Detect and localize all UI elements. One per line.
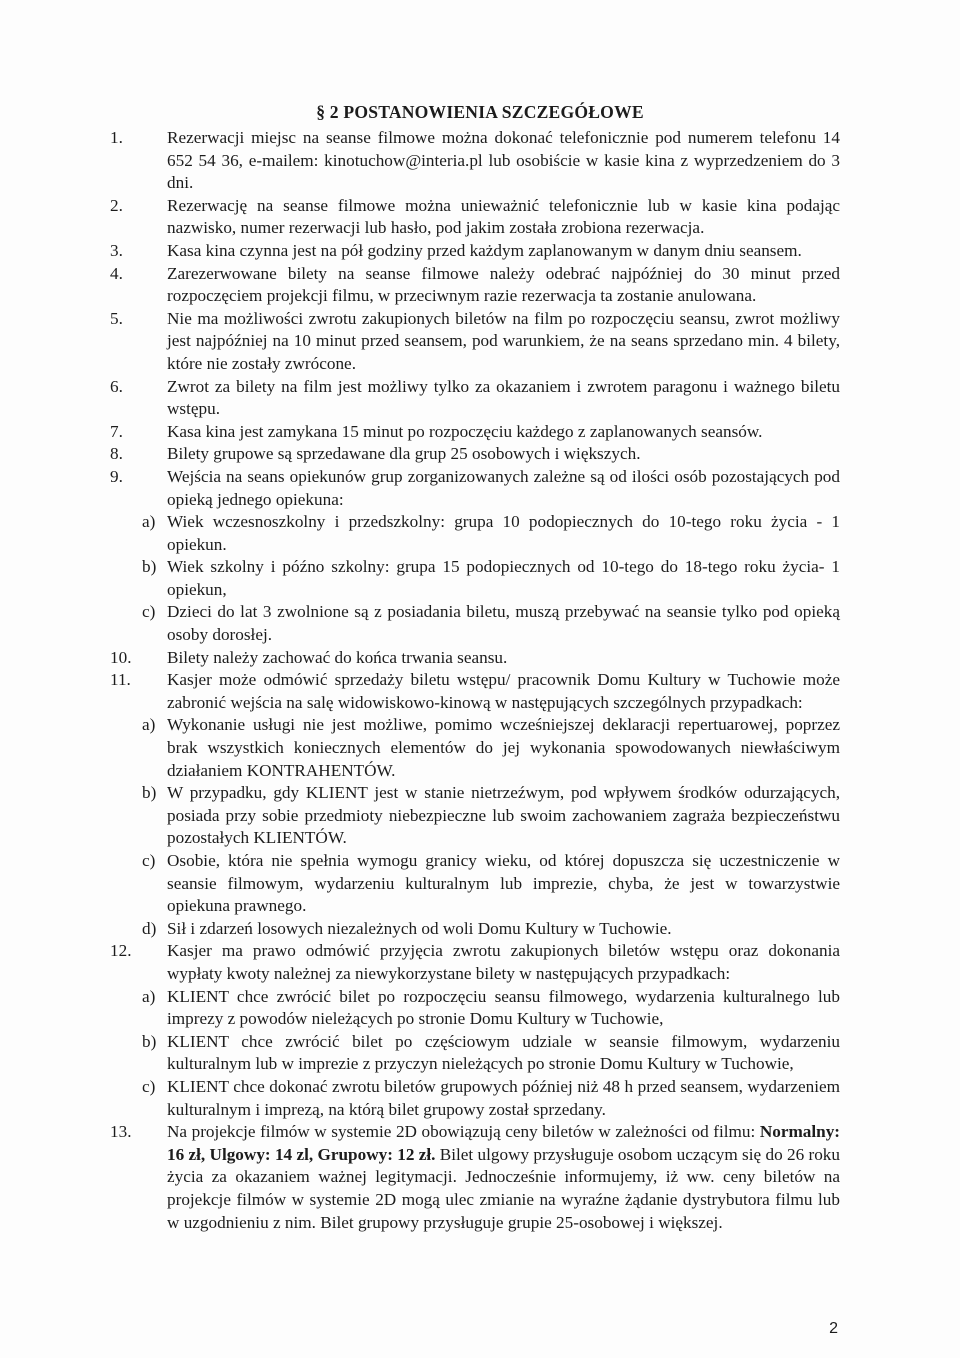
sub-item-text: Wiek szkolny i późno szkolny: grupa 15 podopiecznych od 10-tego do 18-tego roku życia- 1 opiekun, (167, 557, 840, 599)
item-text: Kasa kina jest zamykana 15 minut po rozpoczęciu każdego z zaplanowanych seansów. (167, 421, 763, 441)
list-item (110, 647, 840, 670)
item-text: Rezerwacji miejsc na seanse filmowe można dokonać telefonicznie pod numerem telefonu 14 652 54 36, e-mailem: kinotuchow@interia.pl lub osobiście w kasie kina z wyprzedzeniem do 3 dni. (167, 128, 840, 193)
list-item (110, 466, 840, 511)
sub-item-text: Osobie, która nie spełnia wymogu granicy wieku, od której dopuszcza się uczestniczenie w seansie filmowym, wydarzeniu kulturalnym lub imprezie, chyba, że jest w towarzystwie opiekuna prawnego. (167, 851, 840, 916)
section-title: § 2 POSTANOWIENIA SZCZEGÓŁOWE (316, 102, 644, 122)
item-text (167, 1121, 840, 1234)
sub-item-letter: d) (142, 918, 157, 938)
item-number: 1. (110, 128, 123, 147)
sub-item (110, 601, 840, 646)
item-number: 2. (110, 195, 123, 215)
list-item (110, 1121, 840, 1234)
item-number: 9. (110, 466, 123, 486)
sub-item-text: Wiek wczesnoszkolny i przedszkolny: grupa 10 podopiecznych do 10-tego roku życia - 1 opiekun. (167, 512, 840, 554)
sub-item (110, 1076, 840, 1121)
item-number: 7. (110, 421, 123, 441)
prices-intro: Na projekcje filmów w systemie 2D obowiązują ceny biletów w zależności od filmu: (167, 1122, 756, 1142)
sub-item-letter: c) (142, 851, 156, 870)
item-text: Rezerwację na seanse filmowe można unieważnić telefonicznie lub w kasie kina podając nazwisko, numer rezerwacji lub hasło, pod jakim została zrobiona rezerwacja. (167, 195, 840, 238)
sub-item-letter: a) (142, 715, 156, 735)
list-item (110, 421, 840, 444)
item-text: Kasjer może odmówić sprzedaży biletu wstępu/ pracownik Domu Kultury w Tuchowie może zabronić wejścia na salę widowiskowo-kinową w następujących szczególnych przypadkach: (167, 670, 840, 712)
sub-item (110, 918, 840, 941)
list-item (110, 376, 840, 421)
page-number: 2 (829, 1320, 838, 1337)
item-number: 13. (110, 1122, 132, 1142)
item-text: Wejścia na seans opiekunów grup zorganizowanych zależne są od ilości osób pozostających pod opieką jednego opiekuna: (167, 466, 840, 509)
sub-item-letter: c) (142, 1076, 156, 1096)
sub-item-letter: a) (142, 986, 156, 1006)
sub-item-text: KLIENT chce dokonać zwrotu biletów grupowych później niż 48 h przed seansem, wydarzeniem kulturalnym i imprezą, na którą bilet grupowy został sprzedany. (167, 1076, 840, 1119)
prices-details: Bilet ulgowy przysługuje osobom uczącym się do 26 roku życia za okazaniem ważnej legitymacji. Jednocześnie informujemy, iż ww. ceny biletów na projekcje filmów w systemie 2D mogą ulec zmianie na wyraźne żądanie dystrybutora filmu lub w uzgodnieniu z nim. Bilet grupowy przysługuje grupie 25-osobowej i większej. (167, 1144, 840, 1232)
list-item (110, 308, 840, 376)
list-item (110, 669, 840, 714)
sub-item-text: Wykonanie usługi nie jest możliwe, pomimo wcześniejszej deklaracji repertuarowej, poprzez brak wszystkich koniecznych elementów do jej wykonania spowodowanych niewłaściwym działaniem KONTRAHENTÓW. (167, 715, 840, 780)
sub-item (110, 511, 840, 556)
sub-item-text: KLIENT chce zwrócić bilet po rozpoczęciu seansu filmowego, wydarzenia kulturalnego lub imprezy z powodów nieleżących po stronie Domu Kultury w Tuchowie, (167, 986, 840, 1029)
regulations-list (110, 127, 840, 1234)
sub-item-letter: b) (142, 557, 157, 577)
item-number: 6. (110, 376, 123, 396)
sub-item-text: W przypadku, gdy KLIENT jest w stanie nietrzeźwym, pod wpływem środków odurzających, posiada przy sobie przedmioty niebezpieczne lub swoim zachowaniem zagraża bezpieczeństwu pozostałych KLIENTÓW. (167, 783, 840, 848)
item-number: 5. (110, 308, 123, 328)
list-item (110, 240, 840, 263)
item-number: 4. (110, 263, 123, 283)
item-number: 3. (110, 240, 123, 260)
sub-item-letter: c) (142, 602, 156, 622)
sub-item-letter: b) (142, 783, 157, 803)
ticket-prices: Normalny: 16 zł, Ulgowy: 14 zl, Grupowy: 12 zł. (167, 1122, 841, 1164)
item-number: 8. (110, 444, 123, 464)
sub-item-text: Dzieci do lat 3 zwolnione są z posiadania biletu, muszą przebywać na seansie tylko pod opieką osoby dorosłej. (167, 602, 840, 645)
sub-item (110, 556, 840, 601)
item-text: Nie ma możliwości zwrotu zakupionych biletów na film po rozpoczęciu seansu, zwrot możliwy jest najpóźniej na 10 minut przed seansem, pod warunkiem, że na seans sprzedano min. 4 bilety, które nie zostały zwrócone. (167, 308, 840, 373)
list-item (110, 263, 840, 308)
item-text: Kasa kina czynna jest na pół godziny przed każdym zaplanowanym w danym dniu seansem. (167, 240, 802, 260)
sub-item-letter: a) (142, 512, 156, 532)
sub-item (110, 850, 840, 918)
item-text: Kasjer ma prawo odmówić przyjęcia zwrotu zakupionych biletów wstępu oraz dokonania wypłaty kwoty należnej za niewykorzystane bilety w następujących przypadkach: (167, 941, 840, 983)
sub-item-letter: b) (142, 1031, 157, 1051)
list-item (110, 940, 840, 985)
sub-item-text: KLIENT chce zwrócić bilet po częściowym udziale w seansie filmowym, wydarzeniu kulturalnym lub w imprezie z przyczyn nieleżących po stronie Domu Kultury w Tuchowie, (167, 1031, 840, 1074)
sub-item (110, 782, 840, 850)
list-item (110, 443, 840, 466)
sub-item (110, 714, 840, 782)
item-number: 12. (110, 941, 132, 961)
sub-item-text: Sił i zdarzeń losowych niezależnych od woli Domu Kultury w Tuchowie. (167, 918, 672, 938)
sub-item (110, 986, 840, 1031)
list-item (110, 127, 840, 195)
item-number: 11. (110, 670, 131, 690)
item-text: Zarezerwowane bilety na seanse filmowe należy odebrać najpóźniej do 30 minut przed rozpoczęciem projekcji filmu, w przeciwnym razie rezerwacja ta zostanie anulowana. (167, 263, 840, 306)
item-text: Bilety grupowe są sprzedawane dla grup 25 osobowych i większych. (167, 444, 641, 464)
item-text: Bilety należy zachować do końca trwania seansu. (167, 647, 508, 667)
list-item (110, 195, 840, 240)
item-number: 10. (110, 647, 132, 667)
item-text: Zwrot za bilety na film jest możliwy tylko za okazaniem i zwrotem paragonu i ważnego biletu wstępu. (167, 376, 840, 419)
sub-item (110, 1031, 840, 1076)
